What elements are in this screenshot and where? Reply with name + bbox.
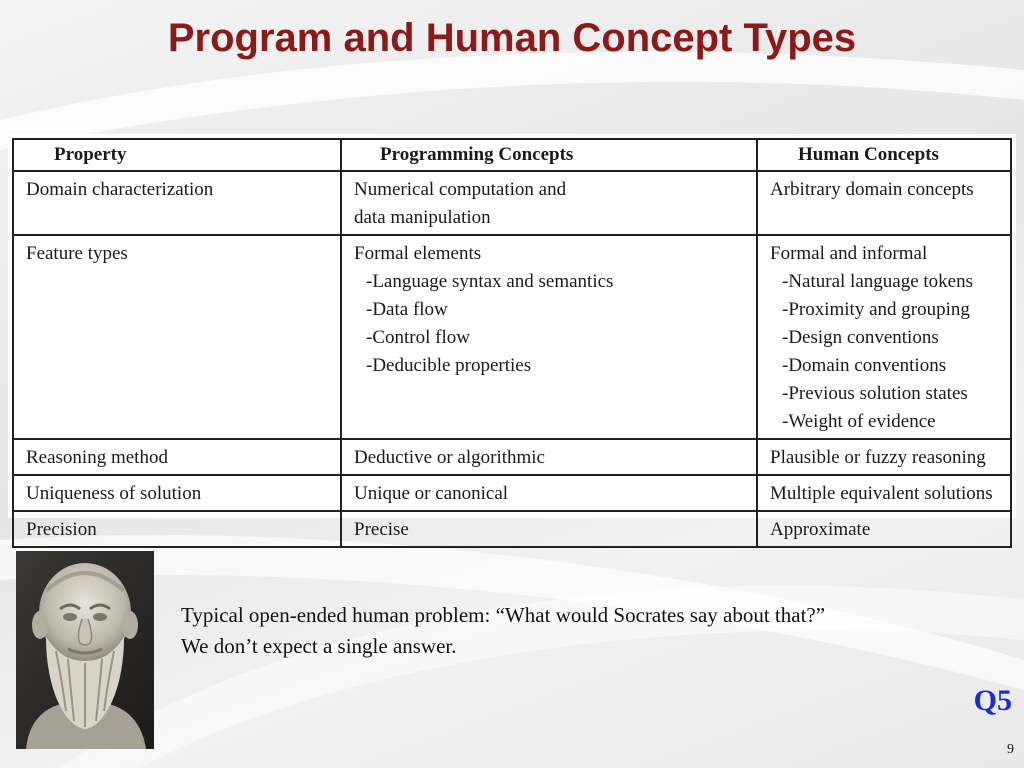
cell-human (757, 235, 1011, 439)
cell-line: Formal and informal (770, 243, 928, 264)
cell-line: -Previous solution states (782, 383, 968, 404)
table-header-row (13, 139, 1011, 171)
cell-line: data manipulation (354, 207, 491, 228)
cell-programming: Unique or canonical (341, 475, 757, 511)
cell-human: Approximate (757, 511, 1011, 547)
cell-property: Domain characterization (13, 171, 341, 235)
cell-line: Numerical computation and (354, 179, 567, 200)
question-tag: Q5 (973, 684, 1012, 717)
caption-line: We don’t expect a single answer. (181, 634, 457, 658)
table-row (13, 475, 1011, 511)
header-property: Property (13, 139, 341, 171)
header-programming-concepts: Programming Concepts (341, 139, 757, 171)
cell-property: Uniqueness of solution (13, 475, 341, 511)
cell-line: Formal elements (354, 243, 482, 264)
cell-human (757, 171, 1011, 235)
concept-table-panel (8, 134, 1016, 540)
cell-line: -Language syntax and semantics (366, 271, 614, 292)
socrates-bust-image (16, 551, 154, 749)
cell-line: Arbitrary domain concepts (770, 179, 974, 200)
concept-comparison-table (12, 138, 1012, 548)
socrates-bust-illustration (16, 551, 154, 749)
cell-line: -Design conventions (782, 327, 939, 348)
cell-programming: Deductive or algorithmic (341, 439, 757, 475)
cell-human: Plausible or fuzzy reasoning (757, 439, 1011, 475)
slide-title: Program and Human Concept Types (167, 16, 857, 60)
caption-line: Typical open-ended human problem: “What would Socrates say about that?” (181, 603, 826, 627)
socrates-caption (181, 600, 825, 662)
table-row (13, 439, 1011, 475)
cell-line: -Natural language tokens (782, 271, 973, 292)
cell-programming (341, 235, 757, 439)
table-row (13, 171, 1011, 235)
cell-property: Feature types (13, 235, 341, 439)
cell-line: -Weight of evidence (782, 411, 936, 432)
cell-human: Multiple equivalent solutions (757, 475, 1011, 511)
cell-property: Reasoning method (13, 439, 341, 475)
cell-line: -Proximity and grouping (782, 299, 970, 320)
page-number: 9 (1007, 742, 1014, 757)
cell-line: -Deducible properties (366, 355, 532, 376)
cell-property: Precision (13, 511, 341, 547)
cell-line: -Data flow (366, 299, 448, 320)
cell-programming: Precise (341, 511, 757, 547)
cell-programming (341, 171, 757, 235)
header-human-concepts: Human Concepts (757, 139, 1011, 171)
cell-line: -Control flow (366, 327, 470, 348)
table-row (13, 511, 1011, 547)
cell-line: -Domain conventions (782, 355, 947, 376)
table-row (13, 235, 1011, 439)
